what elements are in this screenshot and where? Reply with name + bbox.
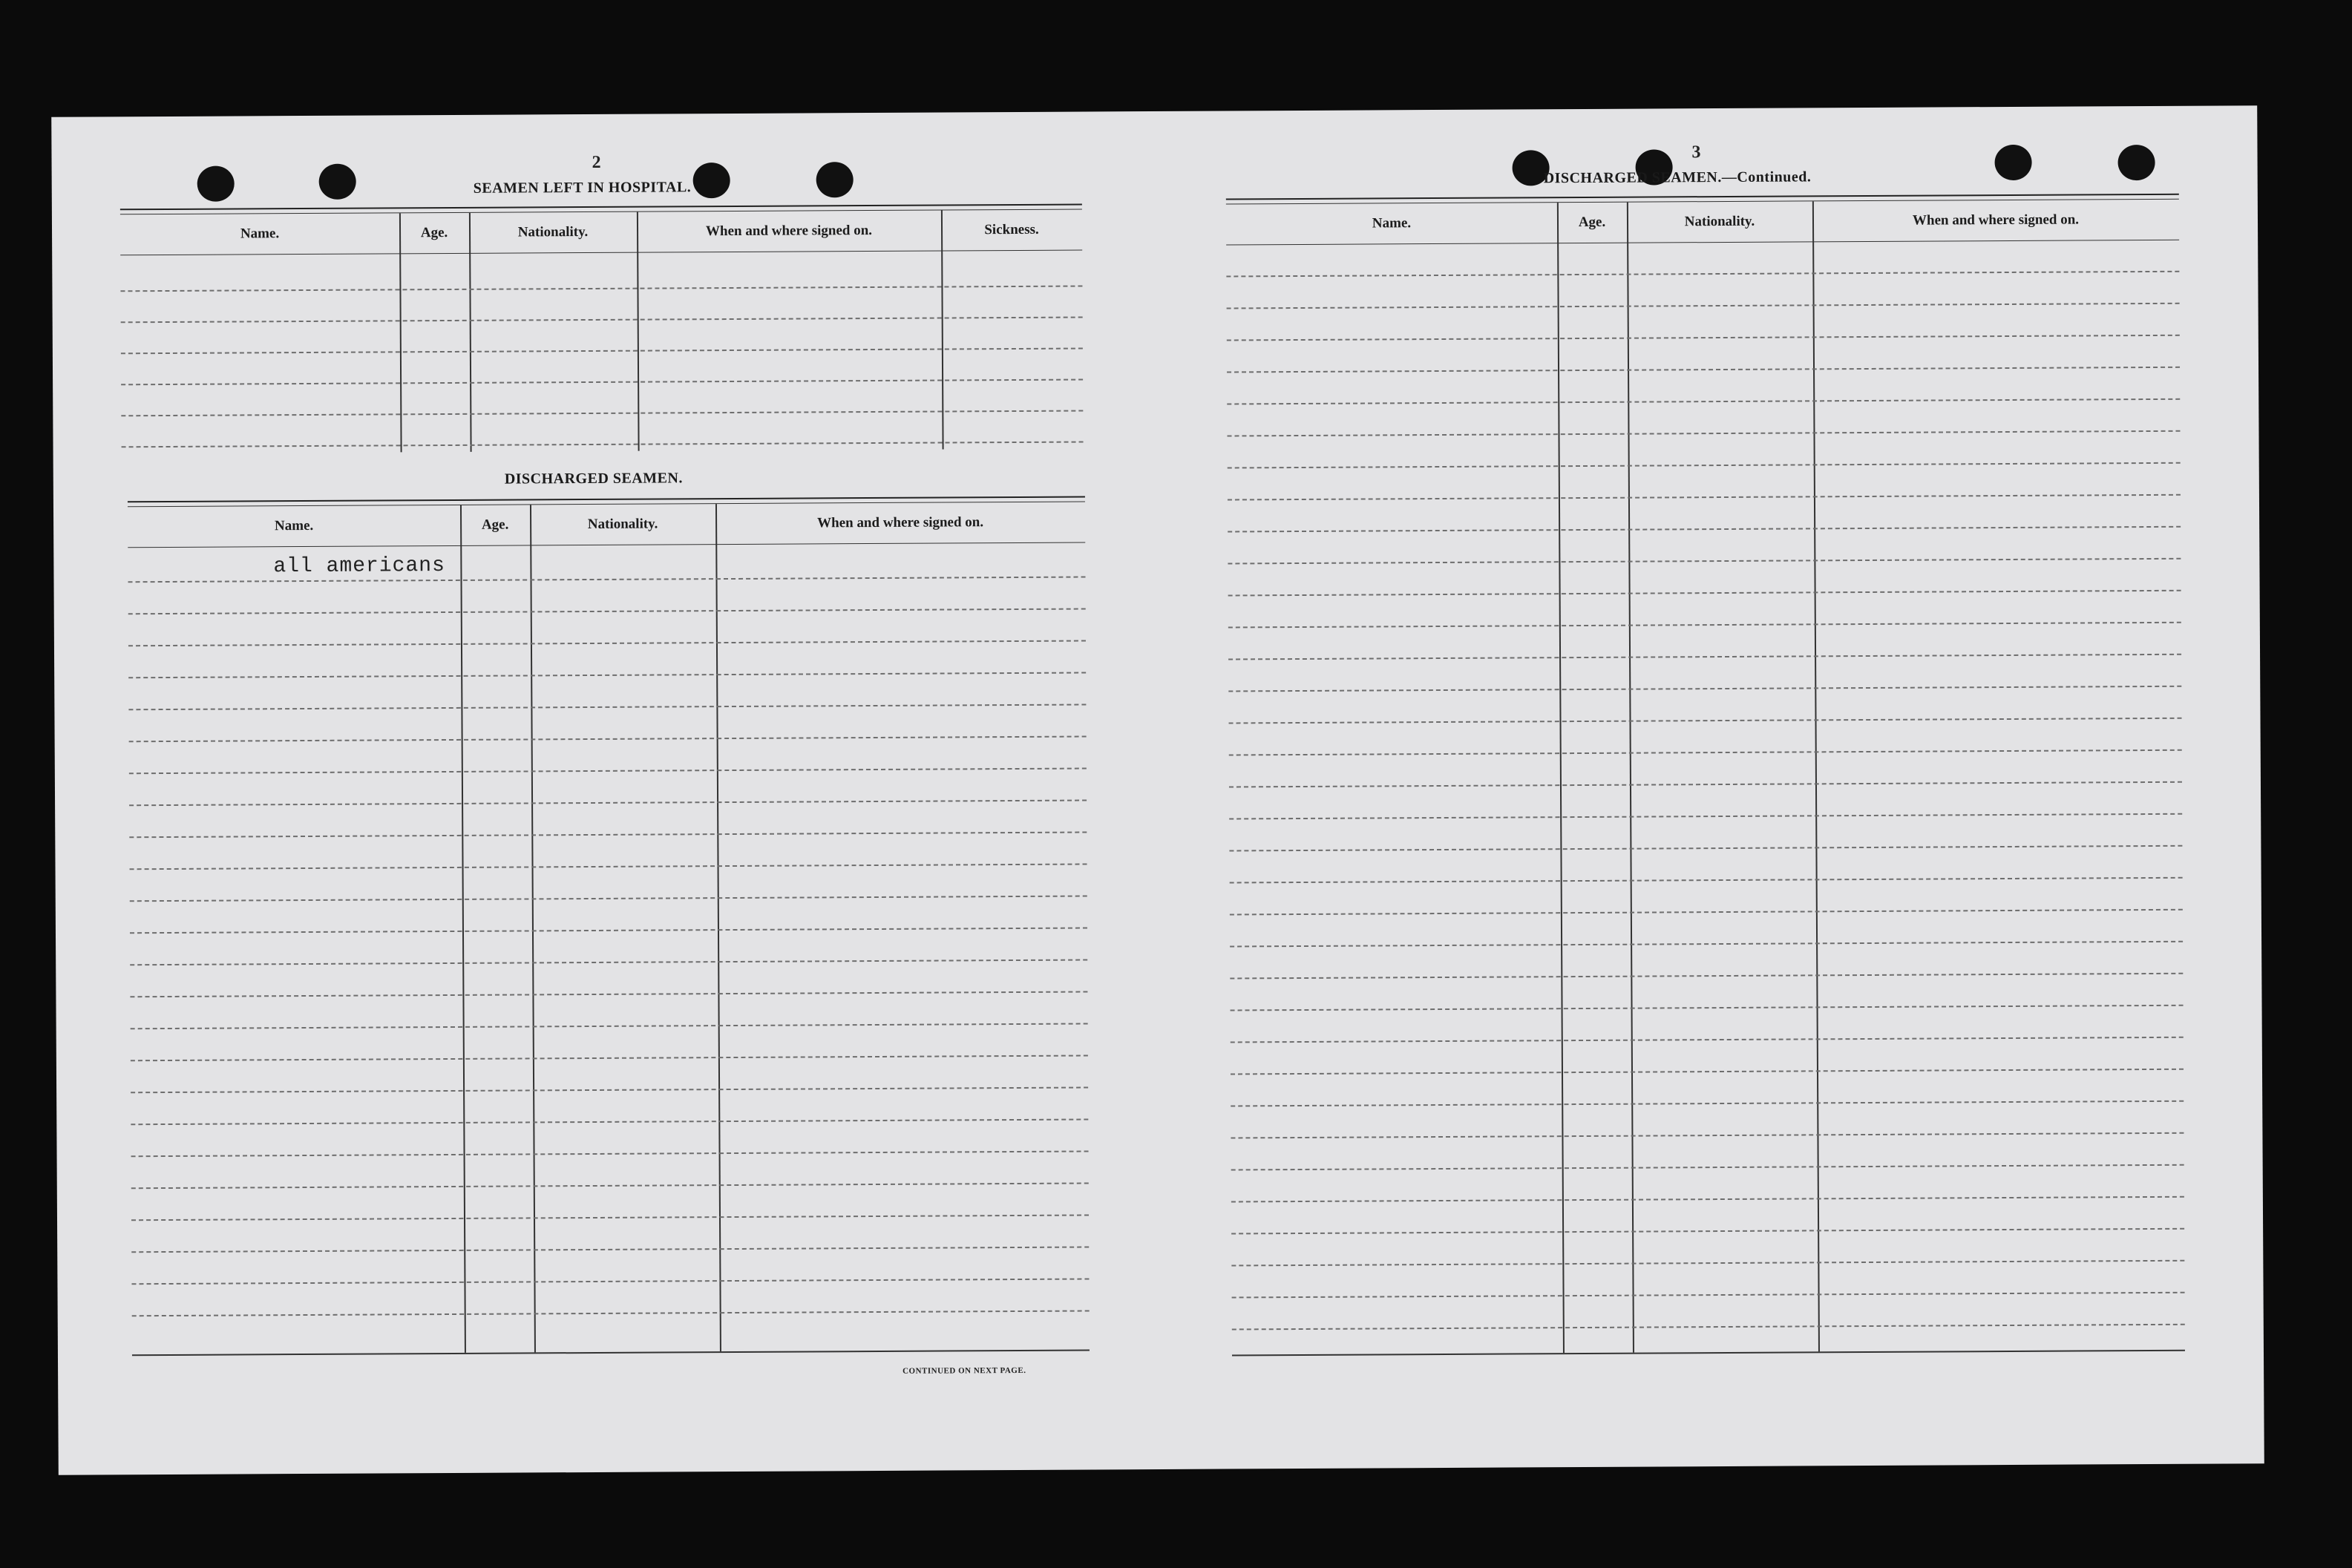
- ruled-line: [1231, 1005, 2184, 1011]
- ruled-line: [131, 1246, 1089, 1253]
- ruled-line: [131, 1023, 1088, 1029]
- ruled-line: [128, 640, 1086, 647]
- ruled-line: [1227, 367, 2180, 373]
- discharged-col-name: Name.: [274, 517, 314, 534]
- ruled-line: [130, 959, 1087, 965]
- ruled-line: [1230, 973, 2183, 980]
- ruled-line: [1230, 877, 2183, 884]
- ruled-line: [121, 379, 1083, 386]
- ruled-line: [1227, 398, 2180, 405]
- ruled-line: [131, 1054, 1088, 1061]
- hospital-col-nationality: Nationality.: [517, 224, 589, 240]
- ruled-line: [1231, 1069, 2184, 1075]
- punch-hole: [816, 162, 854, 197]
- table-bottom-rule: [132, 1349, 1090, 1356]
- ruled-line: [1227, 303, 2180, 309]
- ruled-line: [129, 768, 1087, 775]
- ruled-line: [1229, 845, 2182, 852]
- discharged-section-title: DISCHARGED SEAMEN.: [504, 470, 684, 488]
- ruled-line: [1231, 1228, 2184, 1235]
- ruled-line: [129, 800, 1087, 807]
- ruled-line: [1228, 686, 2181, 692]
- ruled-line: [1230, 941, 2183, 948]
- ruled-line: [1232, 1324, 2185, 1331]
- punch-hole: [693, 163, 730, 198]
- ruled-line: [1229, 781, 2182, 788]
- ruled-line: [132, 1310, 1090, 1316]
- punch-hole: [197, 166, 235, 202]
- ruled-line: [130, 896, 1087, 902]
- ruled-line: [1231, 1196, 2184, 1203]
- hospital-col-signed-on: When and where signed on.: [705, 223, 873, 240]
- discharged-col-age: Age.: [481, 516, 509, 533]
- hospital-col-age: Age.: [420, 224, 448, 241]
- ruled-line: [130, 991, 1087, 997]
- discharged-table-left: [128, 496, 1090, 1362]
- ruled-line: [121, 348, 1083, 355]
- ruled-line: [130, 864, 1087, 870]
- ruled-line: [131, 1182, 1089, 1189]
- continued-col-nationality: Nationality.: [1684, 213, 1755, 230]
- hospital-col-name: Name.: [240, 226, 280, 242]
- ruled-line: [1231, 1132, 2184, 1139]
- ruled-line: [129, 736, 1087, 743]
- ruled-line: [128, 672, 1086, 679]
- typed-entry-name: all americans: [273, 554, 445, 579]
- ruled-line: [1228, 622, 2181, 629]
- hospital-section-title: SEAMEN LEFT IN HOSPITAL.: [473, 179, 692, 197]
- ruled-line: [122, 442, 1084, 448]
- page-number-right: 3: [1691, 142, 1701, 163]
- manifest-sheet: [51, 105, 2264, 1475]
- ruled-line: [1231, 1260, 2184, 1267]
- ruled-line: [131, 1118, 1088, 1125]
- ruled-line: [121, 410, 1083, 417]
- ruled-line: [131, 1086, 1088, 1093]
- ruled-line: [120, 286, 1082, 292]
- ruled-line: [1231, 1037, 2184, 1043]
- ruled-line: [1229, 813, 2182, 820]
- ruled-line: [1228, 526, 2181, 533]
- ruled-line: [129, 832, 1087, 839]
- hospital-col-sickness: Sickness.: [984, 221, 1039, 238]
- ruled-line: [1228, 494, 2181, 501]
- punch-hole: [319, 164, 356, 200]
- ruled-line: [1228, 558, 2181, 565]
- page-number-left: 2: [592, 152, 601, 172]
- continued-note: CONTINUED ON NEXT PAGE.: [903, 1365, 1026, 1376]
- ruled-line: [1231, 1100, 2184, 1107]
- discharged-continued-title: DISCHARGED SEAMEN.—Continued.: [1543, 168, 1812, 187]
- ruled-line: [1231, 1164, 2184, 1171]
- discharged-col-signed-on: When and where signed on.: [817, 514, 984, 531]
- ruled-line: [1228, 654, 2181, 660]
- ruled-line: [1228, 462, 2181, 469]
- ruled-line: [131, 1150, 1089, 1157]
- continued-col-signed-on: When and where signed on.: [1912, 211, 2080, 229]
- discharged-table-right: [1226, 194, 2185, 1362]
- ruled-line: [128, 577, 1086, 583]
- ruled-line: [1227, 430, 2180, 437]
- ruled-line: [1227, 335, 2180, 341]
- ruled-line: [1228, 590, 2181, 597]
- continued-col-age: Age.: [1578, 214, 1606, 231]
- ruled-line: [131, 1278, 1089, 1285]
- ruled-line: [128, 704, 1086, 711]
- ruled-line: [131, 1214, 1089, 1221]
- discharged-col-nationality: Nationality.: [587, 516, 658, 533]
- hospital-table: [120, 204, 1084, 454]
- ruled-line: [1226, 271, 2179, 278]
- ruled-line: [130, 928, 1087, 934]
- ruled-line: [1232, 1292, 2185, 1299]
- ruled-line: [1230, 909, 2183, 916]
- punch-hole: [2117, 145, 2155, 180]
- ruled-line: [1229, 749, 2182, 756]
- punch-hole: [1994, 145, 2031, 180]
- continued-col-name: Name.: [1372, 215, 1412, 232]
- ruled-line: [1229, 718, 2182, 724]
- ruled-line: [121, 317, 1083, 324]
- table-bottom-rule: [1232, 1350, 2185, 1357]
- ruled-line: [128, 608, 1086, 615]
